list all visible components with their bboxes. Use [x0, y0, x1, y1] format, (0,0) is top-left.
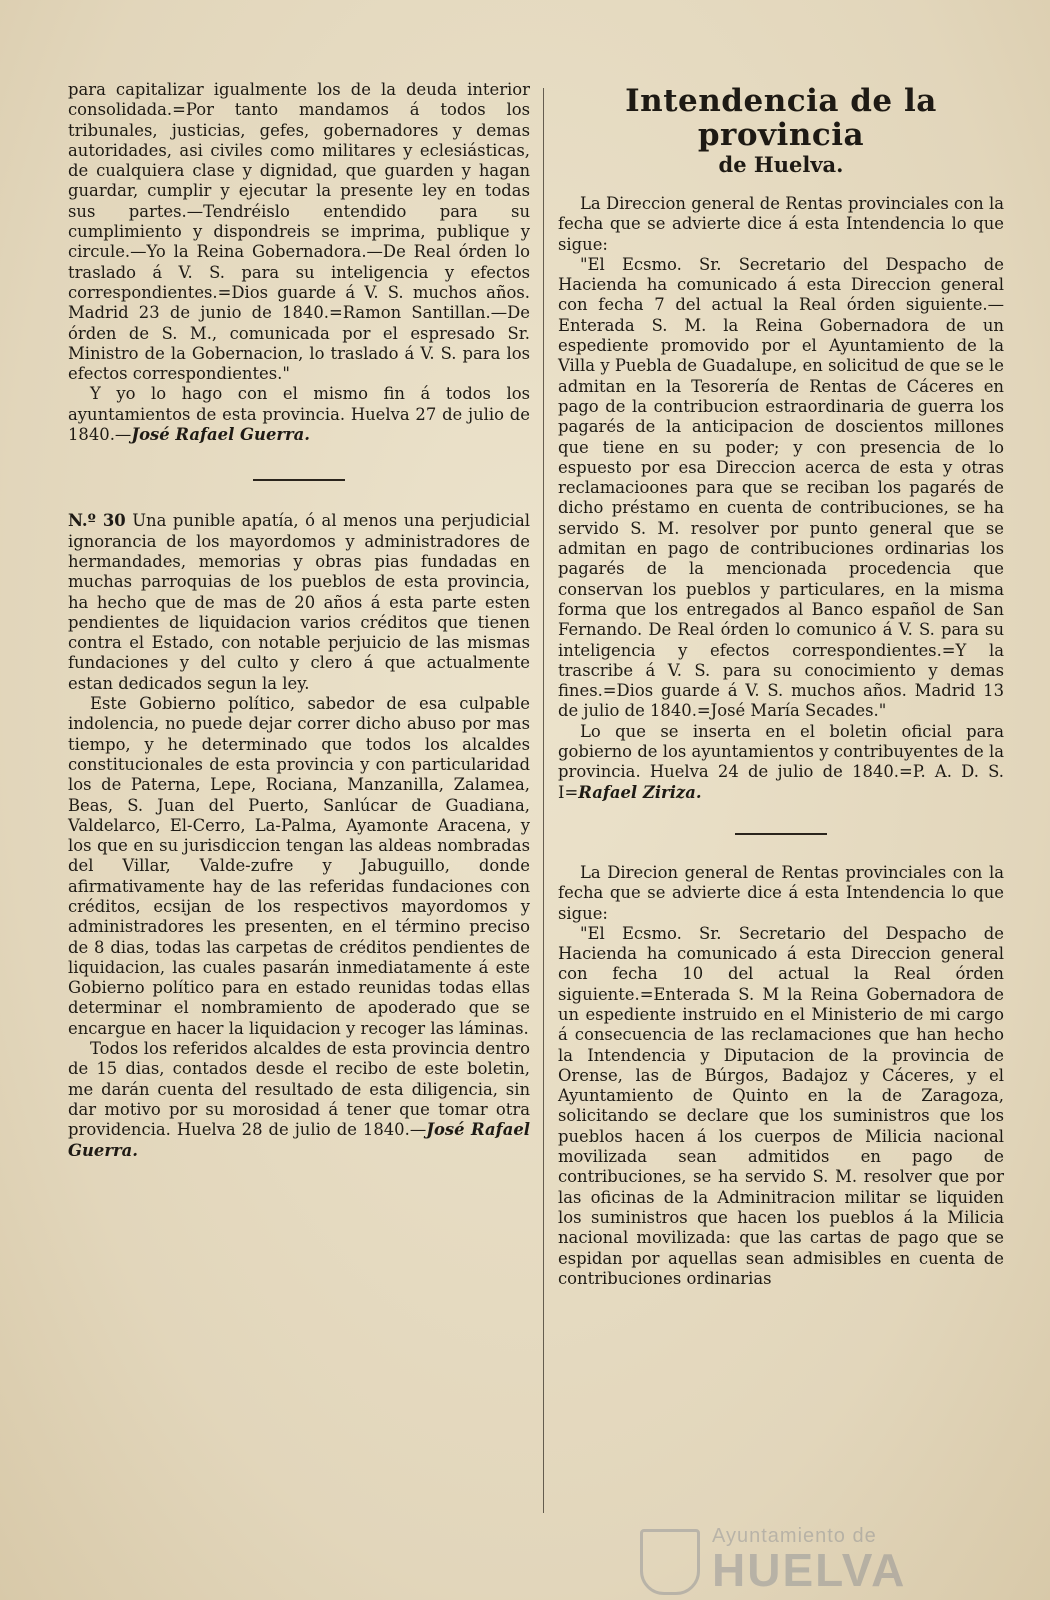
watermark-top-text: Ayuntamiento de [712, 1525, 877, 1547]
right-paragraph-1: La Direccion general de Rentas provinciales con la fecha que se advierte dice á esta Intendencia lo que sigue: [558, 194, 1004, 254]
city-shield-icon [640, 1529, 700, 1595]
right-paragraph-4: La Direcion general de Rentas provinciales con la fecha que se advierte dice á esta Intendencia lo que sigue: [558, 862, 1004, 923]
watermark-big-text: HUELVA [712, 1544, 907, 1596]
right-column [558, 80, 1004, 1289]
right-paragraph-2: "El Ecsmo. Sr. Secretario del Despacho de Hacienda ha comunicado á esta Direccion general con fecha 7 del actual la Real órden siguiente.—Enterada S. M. la Reina Gobernadora de un espediente promovido por el Ayuntamiento de la Villa y Puebla de Guadalupe, en solicitud de que se le admitan en la Tesorería de Rentas de Cáceres en pago de la contribucion estraordinaria de guerra los pagarés de la anticipacion de doscientos millones que tiene en su poder; y con presencia de lo espuesto por esa Direccion acerca de esta y otras reclamacioones para que se reciban los pagarés de dicho préstamo en cuenta de contribuciones, se ha servido S. M. resolver por punto general que se admitan en pago de contribuciones ordinarias los pagarés de la mencionada procedencia que conservan los pueblos y particulares, en la misma forma que los entregados al Banco español de San Fernando. De Real órden lo comunico á V. S. para su inteligencia y efectos correspondientes.=Y la trascribe á V. S. para su conocimiento y demas fines.=Dios guarde á V. S. muchos años. Madrid 13 de julio de 1840.=José María Secades." [558, 254, 1004, 721]
left-paragraph-2 [68, 384, 530, 445]
notice-number: N.º 30 [68, 511, 126, 531]
section-heading: Intendencia de la provincia [625, 83, 937, 153]
notice-30-paragraph-3 [68, 1039, 530, 1161]
right-paragraph-3-text: Lo que se inserta en el boletin oficial para gobierno de los ayuntamientos y contribuyentes de la provincia. Huelva 24 de julio de 1840.=P. A. D. S. I= [558, 721, 1004, 802]
left-paragraph-1: para capitalizar igualmente los de la deuda interior consolidada.=Por tanto mandamos á todos los tribunales, justicias, gefes, gobernadores y demas autoridades, asi civiles como militares y eclesiásticas, de cualquiera clase y dignidad, que guarden y hagan guardar, cumplir y ejecutar la presente ley en todas sus partes.—Tendréislo entendido para su cumplimiento y dispondreis se imprima, publique y circule.—Yo la Reina Gobernadora.—De Real órden lo traslado á V. S. para su inteligencia y efectos correspondientes.=Dios guarde á V. S. muchos años. Madrid 23 de junio de 1840.=Ramon Santillan.—De órden de S. M., comunicada por el espresado Sr. Ministro de la Gobernacion, lo traslado á V. S. para los efectos correspondientes." [68, 80, 530, 384]
section-divider [253, 479, 345, 481]
section-subheading: de Huelva. [718, 152, 844, 177]
right-paragraph-5: "El Ecsmo. Sr. Secretario del Despacho de Hacienda ha comunicado á esta Direccion general con fecha 10 del actual la Real órden siguiente.=Enterada S. M la Reina Gobernadora de un espediente instruido en el Ministerio de mi cargo á consecuencia de las reclamaciones que han hecho la Intendencia y Diputacion de la provincia de Orense, las de Búrgos, Badajoz y Cáceres, y el Ayuntamiento de Quinto en la de Zaragoza, solicitando se declare que los suministros que los pueblos hacen á los cuerpos de Milicia nacional movilizada sean admitidos en pago de contribuciones, se ha servido S. M. resolver que por las oficinas de la Adminitracion militar se liquiden los suministros que hacen los pueblos á la Milicia nacional movilizada: que las cartas de pago que se espidan por aquellas sean admisibles en cuenta de contribuciones ordinarias [558, 923, 1004, 1288]
left-column [68, 80, 530, 1161]
notice-30-signature: José Rafael Guerra. [68, 1120, 531, 1160]
notice-30-text: Una punible apatía, ó al menos una perjudicial ignorancia de los mayordomos y administradores de hermandades, memorias y obras pias fundadas en muchas parroquias de los pueblos de esta provincia, ha hecho que de mas de 20 años á esta parte esten pendientes de liquidacion varios créditos que tienen contra el Estado, con notable perjuicio de las mismas fundaciones y del culto y clero á que actualmente estan dedicados segun la ley. [68, 511, 530, 693]
archive-watermark [640, 1525, 980, 1595]
notice-30-paragraph-1 [68, 511, 530, 694]
right-paragraph-3-signature: Rafael Ziriza. [578, 782, 702, 802]
left-paragraph-2-signature: José Rafael Guerra. [131, 425, 310, 445]
column-divider [543, 88, 544, 1513]
notice-30-paragraph-2: Este Gobierno político, sabedor de esa culpable indolencia, no puede dejar correr dicho abuso por mas tiempo, y he determinado que todos los alcaldes constitucionales de esta provincia y con particularidad los de Paterna, Lepe, Rociana, Manzanilla, Zalamea, Beas, S. Juan del Puerto, Sanlúcar de Guadiana, Valdelarco, El-Cerro, La-Palma, Ayamonte Aracena, y los que en su jurisdiccion tengan las aldeas nombradas del Villar, Valde-zufre y Jabuguillo, donde afirmativamente hay de las referidas fundaciones con créditos, ecsijan de los respectivos mayordomos y administradores les presenten, en el término preciso de 8 dias, todas las carpetas de créditos pendientes de liquidacion, las cuales pasarán inmediatamente á este Gobierno político para en estado reunidas todas ellas determinar el nombramiento de apoderado que se encargue en hacer la liquidacion y recoger las láminas. [68, 694, 530, 1038]
left-paragraph-2-text: Y yo lo hago con el mismo fin á todos los ayuntamientos de esta provincia. Huelva 27 de julio de 1840.— [68, 384, 530, 445]
right-paragraph-3 [558, 722, 1004, 803]
section-divider-right [735, 833, 827, 835]
notice-30-paragraph-3-text: Todos los referidos alcaldes de esta provincia dentro de 15 dias, contados desde el recibo de este boletin, me darán cuenta del resultado de esta diligencia, sin dar motivo por su morosidad á tener que tomar otra providencia. Huelva 28 de julio de 1840.— [68, 1039, 530, 1140]
